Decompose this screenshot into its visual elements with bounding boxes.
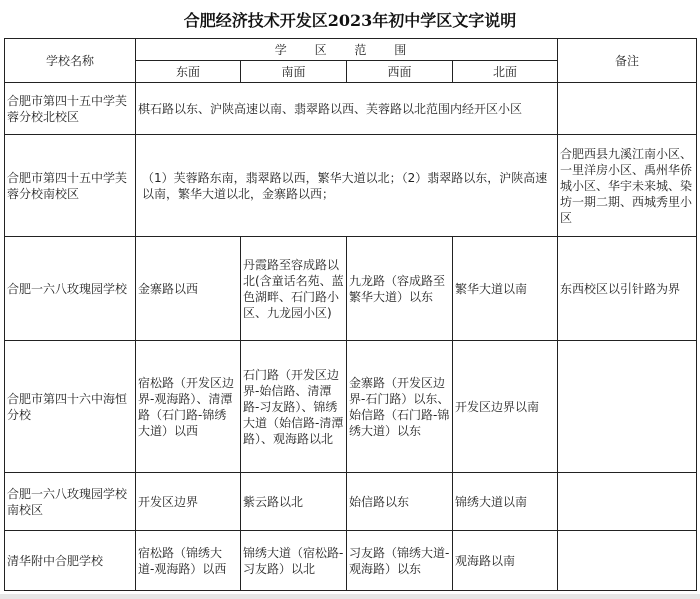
table-row — [5, 473, 697, 531]
district-range-cell: 棋石路以东、沪陕高速以南、翡翠路以西、芙蓉路以北范围内经开区小区 — [136, 83, 558, 135]
table-row — [5, 341, 697, 473]
header-remark: 备注 — [558, 39, 697, 83]
south-cell: 丹霞路至容成路以北(含童话名苑、蓝色湖畔、石门路小区、九龙园小区) — [241, 237, 347, 341]
east-cell: 金寨路以西 — [136, 237, 241, 341]
remark-cell: 合肥西县九溪江南小区、一里洋房小区、禹州华侨城小区、华宇未来城、染坊一期二期、西城秀里小区 — [558, 135, 697, 237]
north-cell: 繁华大道以南 — [453, 237, 558, 341]
west-cell: 习友路（锦绣大道-观海路）以东 — [347, 531, 453, 591]
remark-cell: 东西校区以引针路为界 — [558, 237, 697, 341]
north-cell: 锦绣大道以南 — [453, 473, 558, 531]
remark-cell — [558, 531, 697, 591]
south-cell: 锦绣大道（宿松路-习友路）以北 — [241, 531, 347, 591]
east-cell: 宿松路（开发区边界-观海路）、清潭路（石门路-锦绣大道）以西 — [136, 341, 241, 473]
school-name-cell: 合肥一六八玫瑰园学校 — [5, 237, 136, 341]
header-south: 南面 — [241, 61, 347, 83]
table-row — [5, 237, 697, 341]
west-cell: 金寨路（开发区边界-石门路）以东、始信路（石门路-锦绣大道）以东 — [347, 341, 453, 473]
header-east: 东面 — [136, 61, 241, 83]
header-school-name: 学校名称 — [5, 39, 136, 83]
remark-cell — [558, 473, 697, 531]
table-row — [5, 531, 697, 591]
table-row — [5, 83, 697, 135]
school-name-cell: 清华附中合肥学校 — [5, 531, 136, 591]
header-west: 西面 — [347, 61, 453, 83]
district-range-cell: （1）芙蓉路东南，翡翠路以西，繁华大道以北；（2）翡翠路以东，沪陕高速以南，繁华大道以北，金寨路以西； — [136, 135, 558, 237]
east-cell: 开发区边界 — [136, 473, 241, 531]
south-cell: 石门路（开发区边界-始信路、清潭路-习友路）、锦绣大道（始信路-清潭路）、观海路以北 — [241, 341, 347, 473]
remark-cell — [558, 83, 697, 135]
sheet-bottom-strip — [0, 594, 700, 599]
header-row-1 — [5, 39, 697, 61]
table-row — [5, 135, 697, 237]
school-name-cell: 合肥市第四十五中学芙蓉分校南校区 — [5, 135, 136, 237]
school-name-cell: 合肥市第四十六中海恒分校 — [5, 341, 136, 473]
header-district-range: 学 区 范 围 — [136, 39, 558, 61]
remark-cell — [558, 341, 697, 473]
west-cell: 始信路以东 — [347, 473, 453, 531]
school-district-table — [4, 38, 697, 591]
west-cell: 九龙路（容成路至繁华大道）以东 — [347, 237, 453, 341]
north-cell: 开发区边界以南 — [453, 341, 558, 473]
header-north: 北面 — [453, 61, 558, 83]
south-cell: 紫云路以北 — [241, 473, 347, 531]
document-title: 合肥经济技术开发区2023年初中学区文字说明 — [183, 11, 517, 30]
east-cell: 宿松路（锦绣大道-观海路）以西 — [136, 531, 241, 591]
north-cell: 观海路以南 — [453, 531, 558, 591]
school-name-cell: 合肥市第四十五中学芙蓉分校北校区 — [5, 83, 136, 135]
school-name-cell: 合肥一六八玫瑰园学校南校区 — [5, 473, 136, 531]
